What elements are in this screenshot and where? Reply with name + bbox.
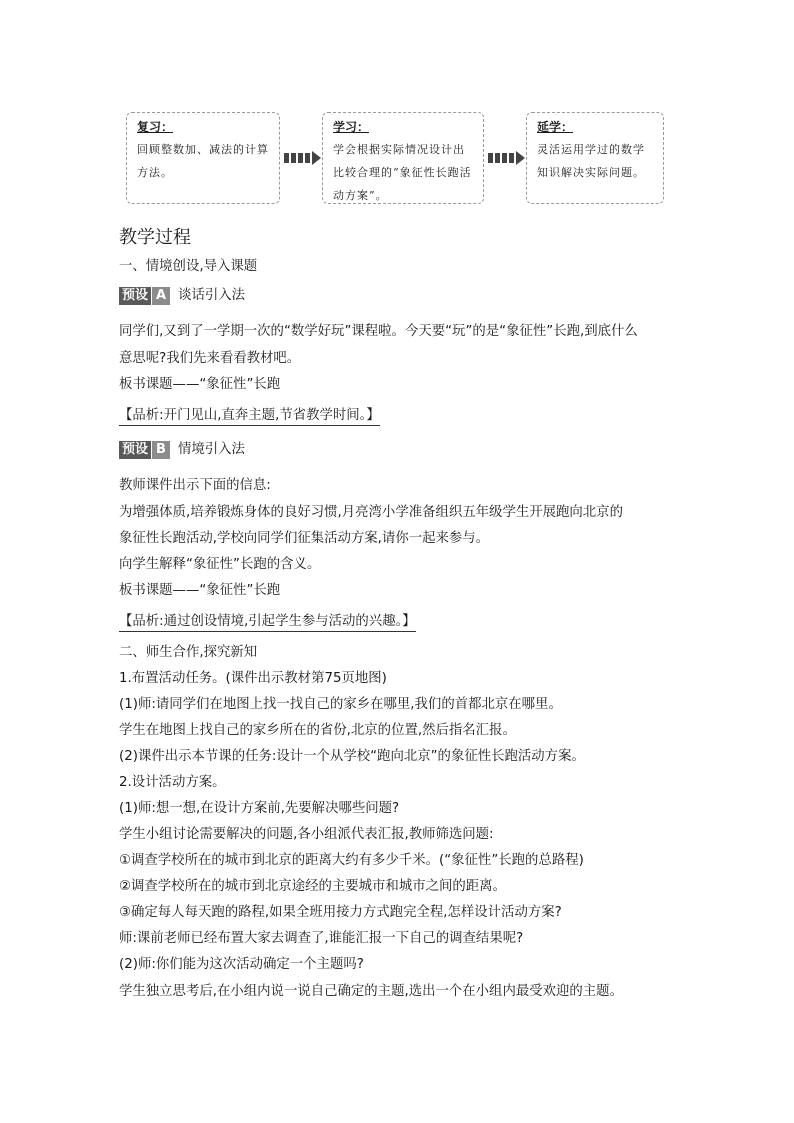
preset-badge: 预设 B	[119, 440, 170, 460]
paragraph: (2)师:你们能为这次活动确定一个主题吗?	[119, 957, 364, 972]
flow-box-title: 学习：	[333, 120, 370, 134]
paragraph: ③确定每人每天跑的路程,如果全班用接力方式跑完全程,怎样设计活动方案?	[119, 905, 562, 920]
paragraph: 师:课前老师已经布置大家去调查了,谁能汇报一下自己的调查结果呢?	[119, 931, 524, 946]
flow-box-text: 学会根据实际情况设计出比较合理的“象征性长跑活动方案”。	[333, 143, 472, 202]
flow-box-text: 回顾整数加、减法的计算方法。	[137, 143, 269, 179]
paragraph: 学生独立思考后,在小组内说一说自己确定的主题,选出一个在小组内最受欢迎的主题。	[119, 984, 623, 999]
paragraph: (1)师:想一想,在设计方案前,先要解决哪些问题?	[119, 801, 400, 816]
analysis-note: 【品析:通过创设情境,引起学生参与活动的兴趣。】	[119, 612, 416, 632]
flow-box-learn	[322, 112, 484, 204]
paragraph: 象征性长跑活动,学校向同学们征集活动方案,请你一起来参与。	[119, 531, 490, 546]
preset-b	[119, 440, 245, 460]
preset-badge: 预设 A	[119, 286, 170, 306]
flow-box-review	[126, 112, 280, 204]
paragraph: 教师课件出示下面的信息:	[119, 478, 271, 493]
section-heading: 一、情境创设,导入课题	[119, 259, 258, 274]
preset-title: 情境引入法	[177, 442, 245, 457]
flow-box-extend	[526, 112, 664, 204]
section-heading: 二、师生合作,探究新知	[119, 645, 258, 660]
analysis-note: 【品析:开门见山,直奔主题,节省教学时间。】	[119, 406, 380, 426]
paragraph: 向学生解释“象征性”长跑的含义。	[119, 557, 321, 572]
paragraph: (1)师:请同学们在地图上找一找自己的家乡在哪里,我们的首都北京在哪里。	[119, 697, 562, 712]
preset-a	[119, 286, 245, 306]
paragraph: 意思呢?我们先来看看教材吧。	[119, 351, 301, 366]
paragraph: 学生在地图上找自己的家乡所在的省份,北京的位置,然后指名汇报。	[119, 723, 516, 738]
page-title: 教学过程	[119, 227, 191, 248]
paragraph: 1.布置活动任务。(课件出示教材第75页地图)	[119, 671, 387, 686]
paragraph: ①调查学校所在的城市到北京的距离大约有多少千米。(“象征性”长跑的总路程)	[119, 853, 584, 868]
paragraph: ②调查学校所在的城市到北京途经的主要城市和城市之间的距离。	[119, 879, 506, 894]
board-title: 板书课题——“象征性”长跑	[119, 377, 281, 392]
paragraph: (2)课件出示本节课的任务:设计一个从学校“跑向北京”的象征性长跑活动方案。	[119, 749, 585, 764]
board-title: 板书课题——“象征性”长跑	[119, 583, 281, 598]
preset-title: 谈话引入法	[178, 288, 246, 303]
paragraph: 同学们,又到了一学期一次的“数学好玩”课程啦。今天要“玩”的是“象征性”长跑,到底什么	[119, 324, 638, 339]
flow-arrow-icon	[488, 151, 524, 165]
flow-box-text: 灵活运用学过的数学知识解决实际问题。	[537, 143, 645, 179]
flow-arrow-icon	[284, 151, 320, 165]
paragraph: 2.设计活动方案。	[119, 775, 226, 790]
paragraph: 学生小组讨论需要解决的问题,各小组派代表汇报,教师筛选问题:	[119, 827, 494, 842]
lesson-flow-chart	[126, 112, 666, 208]
flow-box-title: 复习：	[137, 120, 174, 134]
paragraph: 为增强体质,培养锻炼身体的良好习惯,月亮湾小学准备组织五年级学生开展跑向北京的	[119, 505, 623, 520]
flow-box-title: 延学：	[537, 120, 574, 134]
